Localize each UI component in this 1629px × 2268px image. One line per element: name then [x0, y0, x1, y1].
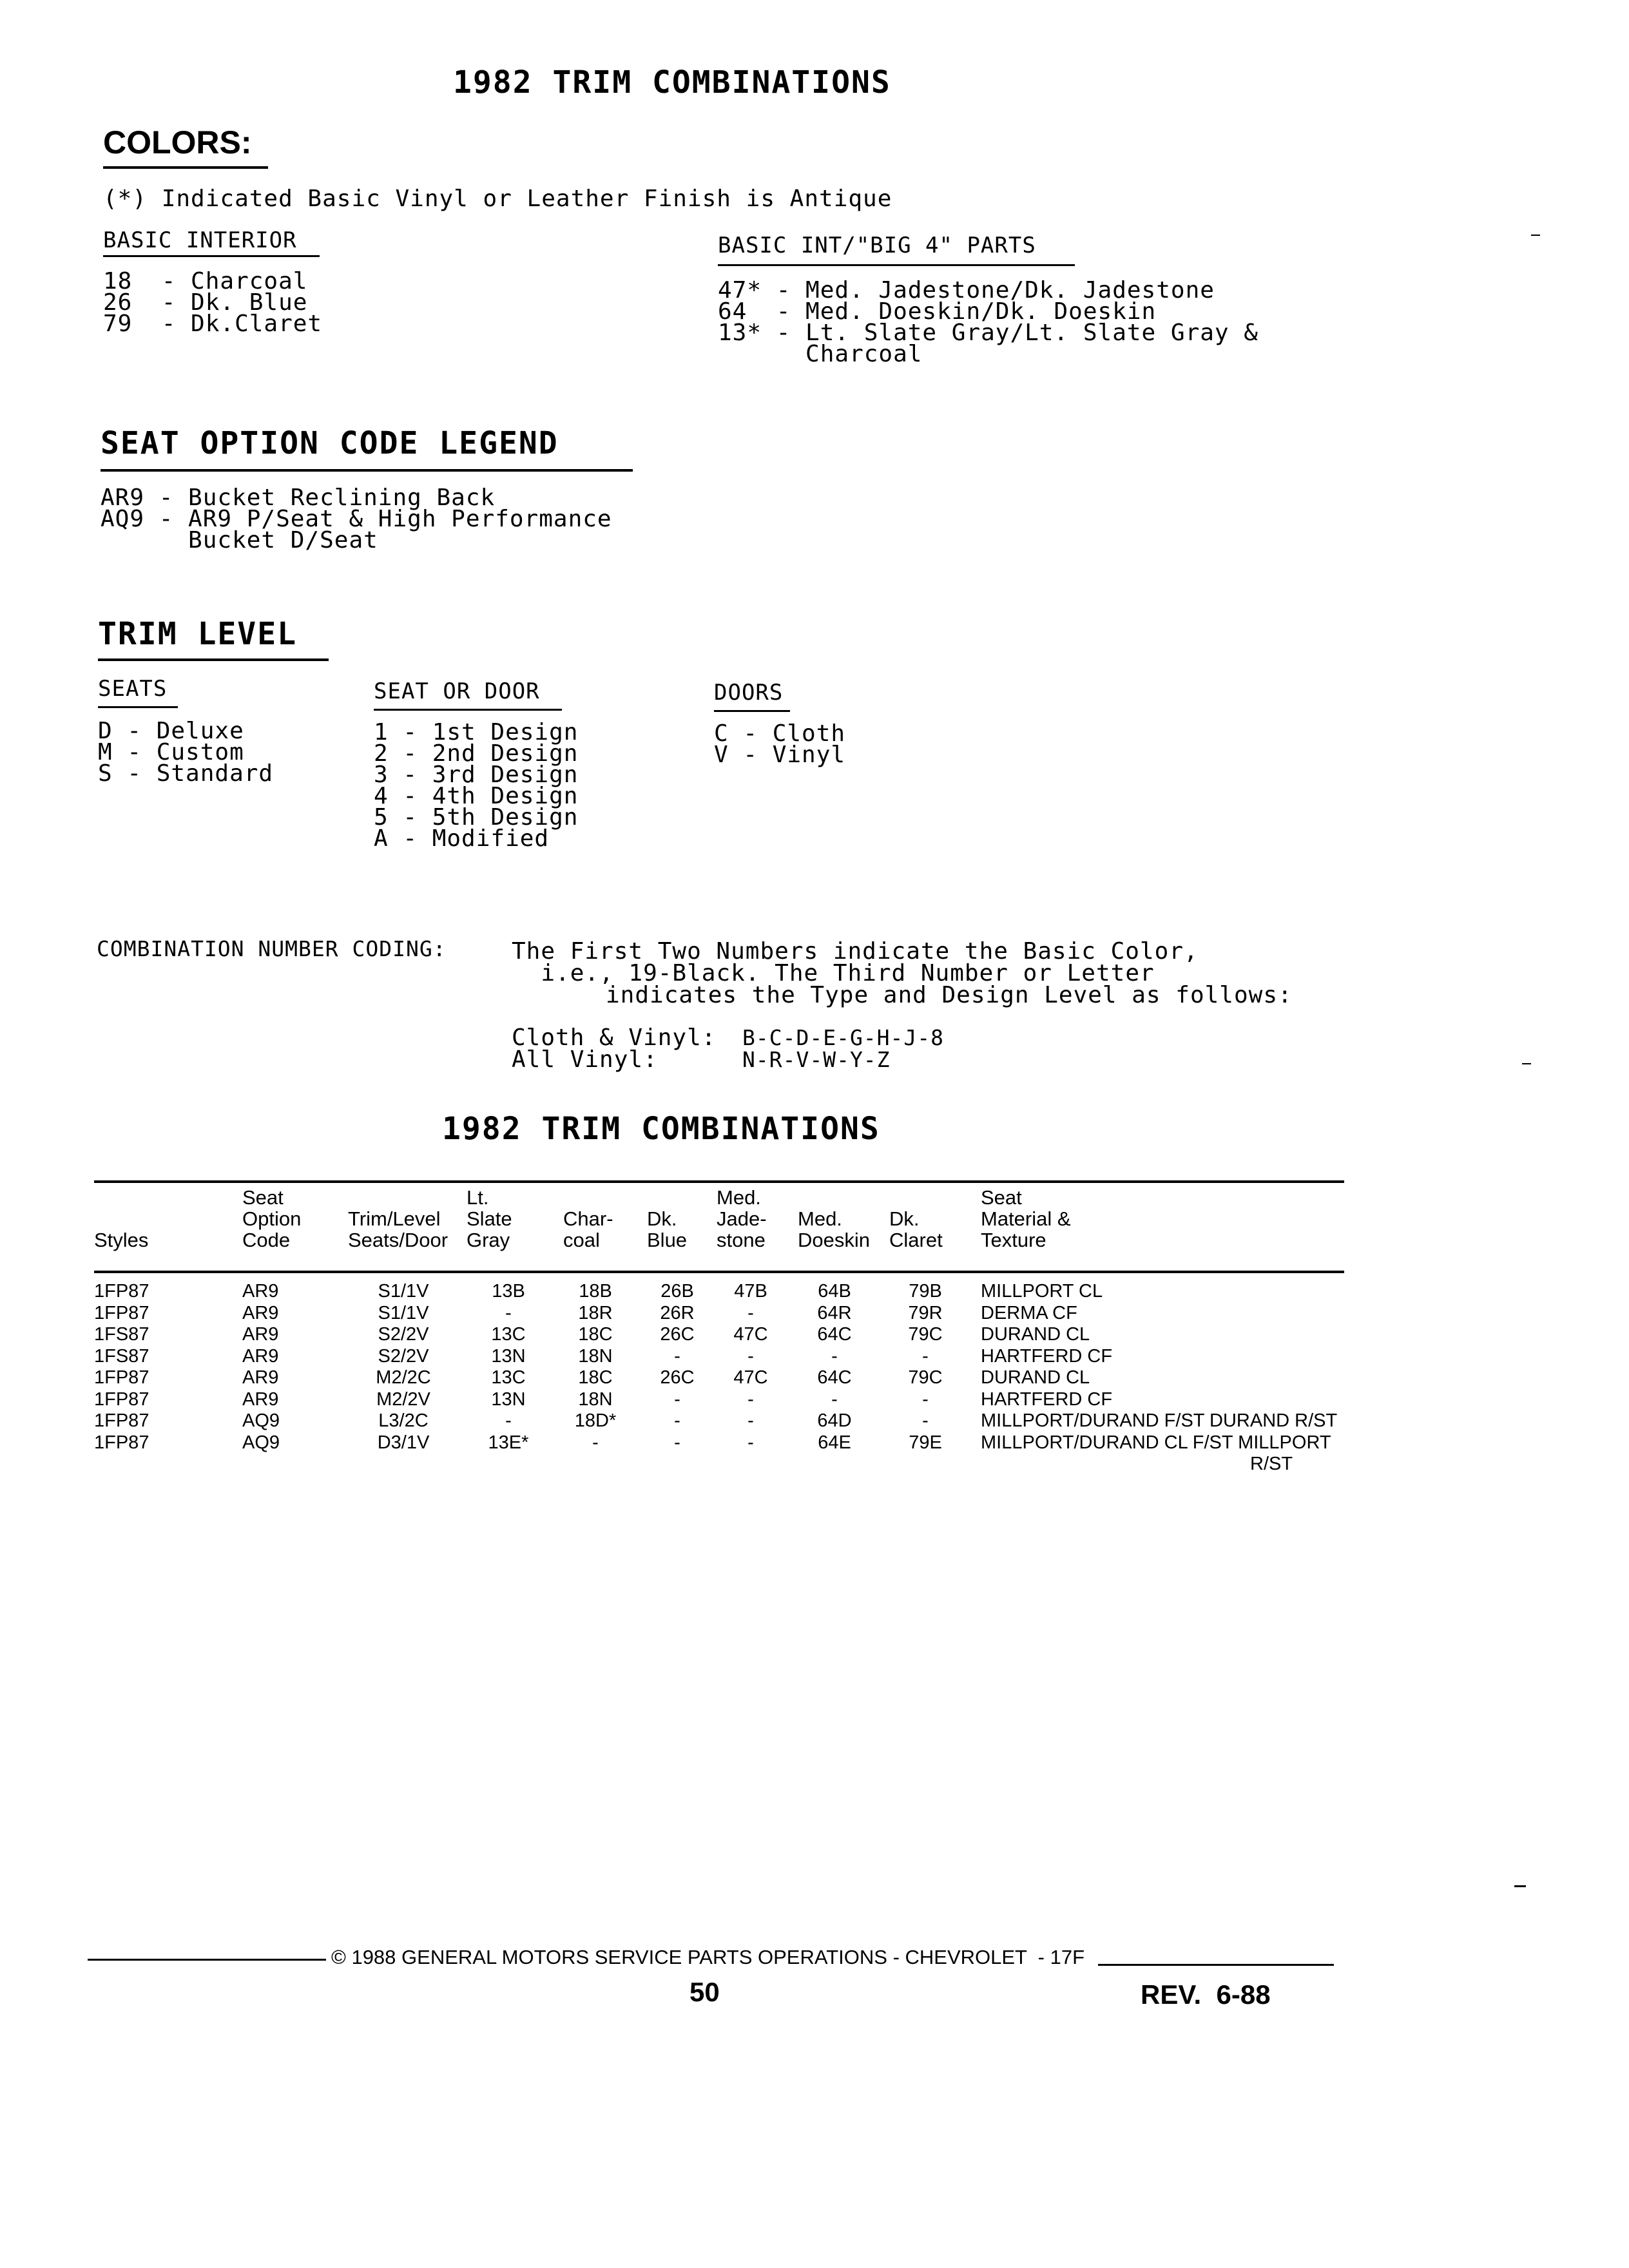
table-cell: - — [831, 1389, 838, 1410]
list-item: D - Deluxe — [98, 718, 244, 744]
table-cell: 1FP87 — [94, 1302, 149, 1323]
table-cell: 79E — [909, 1432, 942, 1453]
table-cell: 1FP87 — [94, 1432, 149, 1453]
table-cell: 13E* — [488, 1432, 529, 1453]
page-number: 50 — [689, 1977, 720, 2007]
table-cell: 79C — [908, 1324, 943, 1345]
table-cell: S2/2V — [378, 1345, 429, 1367]
list-item: S - Standard — [98, 760, 274, 787]
basic-interior-underline — [103, 255, 320, 257]
table-cell: S1/1V — [378, 1281, 429, 1302]
table-cell: - — [674, 1410, 680, 1431]
list-item: 3 - 3rd Design — [374, 762, 579, 788]
table-cell: 18D* — [574, 1410, 617, 1431]
table-cell: 47B — [734, 1281, 767, 1302]
table-cell: 13N — [491, 1389, 526, 1410]
column-header: Claret — [889, 1229, 943, 1251]
list-item: 79 - Dk.Claret — [103, 311, 323, 337]
column-header: Slate — [467, 1207, 512, 1230]
table-cell: - — [747, 1410, 754, 1431]
table-cell: 18N — [578, 1389, 613, 1410]
table-cell: 79R — [908, 1302, 943, 1323]
column-header: Gray — [467, 1229, 510, 1251]
list-item: 5 - 5th Design — [374, 804, 579, 831]
table-cell: 1FP87 — [94, 1389, 149, 1410]
list-item: A - Modified — [374, 825, 550, 852]
doors-label: DOORS — [714, 680, 784, 706]
table-cell: S2/2V — [378, 1324, 429, 1345]
table-cell: 26B — [660, 1281, 694, 1302]
table-cell: D3/1V — [377, 1432, 430, 1453]
table-cell: 13B — [492, 1281, 525, 1302]
table-cell: S1/1V — [378, 1302, 429, 1323]
table-cell: M2/2C — [376, 1367, 431, 1388]
trim-level-heading: TRIM LEVEL — [98, 616, 297, 652]
column-header: Dk. — [889, 1207, 920, 1230]
cloth-value: B-C-D-E-G-H-J-8 — [742, 1025, 945, 1050]
table-cell: AR9 — [242, 1324, 279, 1345]
table-cell: - — [674, 1345, 680, 1367]
table-cell: AR9 — [242, 1367, 279, 1388]
seat-or-door-underline — [374, 709, 562, 711]
column-header: Jade- — [717, 1207, 767, 1230]
list-item: Charcoal — [718, 341, 923, 367]
table-cell: 79C — [908, 1367, 943, 1388]
revision: REV. 6-88 — [1141, 1979, 1271, 2010]
colors-heading-underline — [103, 166, 268, 169]
column-header: Code — [242, 1229, 291, 1251]
column-header: Dk. — [647, 1207, 677, 1230]
table-cell: L3/2C — [378, 1410, 429, 1431]
column-header: stone — [717, 1229, 766, 1251]
list-item: 18 - Charcoal — [103, 268, 308, 294]
vinyl-label: All Vinyl: — [512, 1046, 658, 1073]
column-header: Seats/Door — [348, 1229, 448, 1251]
vinyl-value: N-R-V-W-Y-Z — [742, 1047, 891, 1072]
table-cell: 64R — [817, 1302, 852, 1323]
footer-rule-left — [88, 1959, 326, 1961]
table-cell: 18B — [579, 1281, 612, 1302]
table-cell: 79B — [909, 1281, 942, 1302]
list-item: M - Custom — [98, 739, 244, 765]
seat-or-door-label: SEAT OR DOOR — [374, 678, 540, 704]
page-title: 1982 TRIM COMBINATIONS — [453, 64, 891, 101]
list-item: AQ9 - AR9 P/Seat & High Performance — [101, 506, 612, 532]
table-cell: 13C — [491, 1324, 526, 1345]
column-header: Med. — [717, 1186, 761, 1209]
list-item: 2 - 2nd Design — [374, 740, 579, 767]
table-cell: 18R — [578, 1302, 613, 1323]
table-cell: 1FS87 — [94, 1324, 149, 1345]
table-cell: - — [592, 1432, 599, 1453]
column-header: coal — [563, 1229, 600, 1251]
list-item: 13* - Lt. Slate Gray/Lt. Slate Gray & — [718, 320, 1258, 346]
table-cell: AR9 — [242, 1345, 279, 1367]
list-item: AR9 - Bucket Reclining Back — [101, 485, 496, 511]
list-item: 4 - 4th Design — [374, 783, 579, 809]
footer-copyright: © 1988 GENERAL MOTORS SERVICE PARTS OPERATIONS - CHEVROLET - 17F — [331, 1946, 1085, 1968]
table-cell: - — [505, 1410, 512, 1431]
list-item: C - Cloth — [714, 720, 846, 747]
scan-mark — [1531, 235, 1540, 236]
column-header: Lt. — [467, 1186, 489, 1209]
column-header: Texture — [981, 1229, 1046, 1251]
table-continuation: R/ST — [1250, 1454, 1293, 1474]
table-cell: - — [922, 1410, 929, 1431]
table-cell: 47C — [733, 1324, 768, 1345]
column-header: Doeskin — [798, 1229, 870, 1251]
table-cell: HARTFERD CF — [981, 1389, 1113, 1410]
table-cell: DURAND CL — [981, 1367, 1090, 1388]
cloth-label: Cloth & Vinyl: — [512, 1024, 717, 1051]
table-cell: 64C — [817, 1324, 852, 1345]
table-cell: MILLPORT CL — [981, 1281, 1103, 1302]
seats-underline — [98, 706, 178, 708]
table-cell: MILLPORT/DURAND CL F/ST MILLPORT — [981, 1432, 1331, 1453]
big4-underline — [718, 264, 1075, 266]
table-cell: 1FP87 — [94, 1410, 149, 1431]
coding-line2: i.e., 19-Black. The Third Number or Letter — [541, 960, 1155, 986]
column-header: Trim/Level — [348, 1207, 441, 1230]
column-header: Char- — [563, 1207, 613, 1230]
trim-level-underline — [98, 658, 329, 661]
seats-label: SEATS — [98, 676, 168, 702]
scan-mark — [1522, 1063, 1531, 1064]
colors-heading: COLORS: — [103, 124, 252, 160]
table-cell: HARTFERD CF — [981, 1345, 1113, 1367]
column-header: Styles — [94, 1229, 149, 1251]
table-cell: 26R — [660, 1302, 695, 1323]
table-header-rule — [94, 1271, 1344, 1273]
table-cell: - — [674, 1389, 680, 1410]
table-cell: MILLPORT/DURAND F/ST DURAND R/ST — [981, 1410, 1338, 1431]
colors-note: (*) Indicated Basic Vinyl or Leather Finish is Antique — [103, 186, 892, 212]
table-cell: 1FS87 — [94, 1345, 149, 1367]
big4-label: BASIC INT/"BIG 4" PARTS — [718, 233, 1036, 258]
footer-rule-right — [1098, 1964, 1334, 1966]
table-cell: - — [831, 1345, 838, 1367]
table-cell: 64D — [817, 1410, 852, 1431]
table-cell: - — [922, 1389, 929, 1410]
table-cell: AQ9 — [242, 1410, 280, 1431]
table-cell: 47C — [733, 1367, 768, 1388]
table-cell: M2/2V — [376, 1389, 430, 1410]
seat-option-underline — [101, 469, 633, 472]
table-cell: 13C — [491, 1367, 526, 1388]
list-item: 64 - Med. Doeskin/Dk. Doeskin — [718, 298, 1157, 325]
seat-option-heading: SEAT OPTION CODE LEGEND — [101, 425, 559, 461]
column-header: Med. — [798, 1207, 842, 1230]
table-cell: 1FP87 — [94, 1281, 149, 1302]
column-header: Seat — [242, 1186, 284, 1209]
coding-line2-wrap — [512, 960, 1155, 986]
table-cell: - — [922, 1345, 929, 1367]
list-item: V - Vinyl — [714, 742, 846, 768]
doors-underline — [714, 710, 790, 712]
table-cell: 26C — [660, 1324, 695, 1345]
table-title: 1982 TRIM COMBINATIONS — [442, 1111, 880, 1147]
table-cell: 64B — [818, 1281, 851, 1302]
table-cell: AR9 — [242, 1281, 279, 1302]
basic-interior-label: BASIC INTERIOR — [103, 227, 297, 253]
table-cell: 1FP87 — [94, 1367, 149, 1388]
column-header: Material & — [981, 1207, 1071, 1230]
table-cell: 64E — [818, 1432, 851, 1453]
table-cell: AR9 — [242, 1302, 279, 1323]
table-cell: 13N — [491, 1345, 526, 1367]
list-item: 1 - 1st Design — [374, 719, 579, 745]
column-header: Option — [242, 1207, 302, 1230]
table-cell: - — [747, 1345, 754, 1367]
table-cell: 26C — [660, 1367, 695, 1388]
list-item: 47* - Med. Jadestone/Dk. Jadestone — [718, 277, 1215, 303]
table-cell: AQ9 — [242, 1432, 280, 1453]
table-cell: - — [747, 1389, 754, 1410]
coding-line1: The First Two Numbers indicate the Basic Color, — [512, 938, 1199, 965]
table-cell: DERMA CF — [981, 1302, 1077, 1323]
table-cell: 18C — [578, 1324, 613, 1345]
list-item: 26 - Dk. Blue — [103, 289, 308, 316]
column-header: Blue — [647, 1229, 688, 1251]
table-cell: - — [505, 1302, 512, 1323]
table-cell: DURAND CL — [981, 1324, 1090, 1345]
table-cell: AR9 — [242, 1389, 279, 1410]
scan-mark — [1514, 1885, 1526, 1887]
coding-label: COMBINATION NUMBER CODING: — [97, 936, 447, 961]
coding-line3: indicates the Type and Design Level as follows: — [606, 982, 1293, 1008]
column-header: Seat — [981, 1186, 1022, 1209]
list-item: Bucket D/Seat — [101, 527, 378, 553]
table-top-rule — [94, 1180, 1344, 1183]
table-cell: - — [674, 1432, 680, 1453]
table-cell: 18N — [578, 1345, 613, 1367]
table-cell: 18C — [578, 1367, 613, 1388]
table-cell: - — [747, 1432, 754, 1453]
table-cell: - — [747, 1302, 754, 1323]
table-cell: 64C — [817, 1367, 852, 1388]
